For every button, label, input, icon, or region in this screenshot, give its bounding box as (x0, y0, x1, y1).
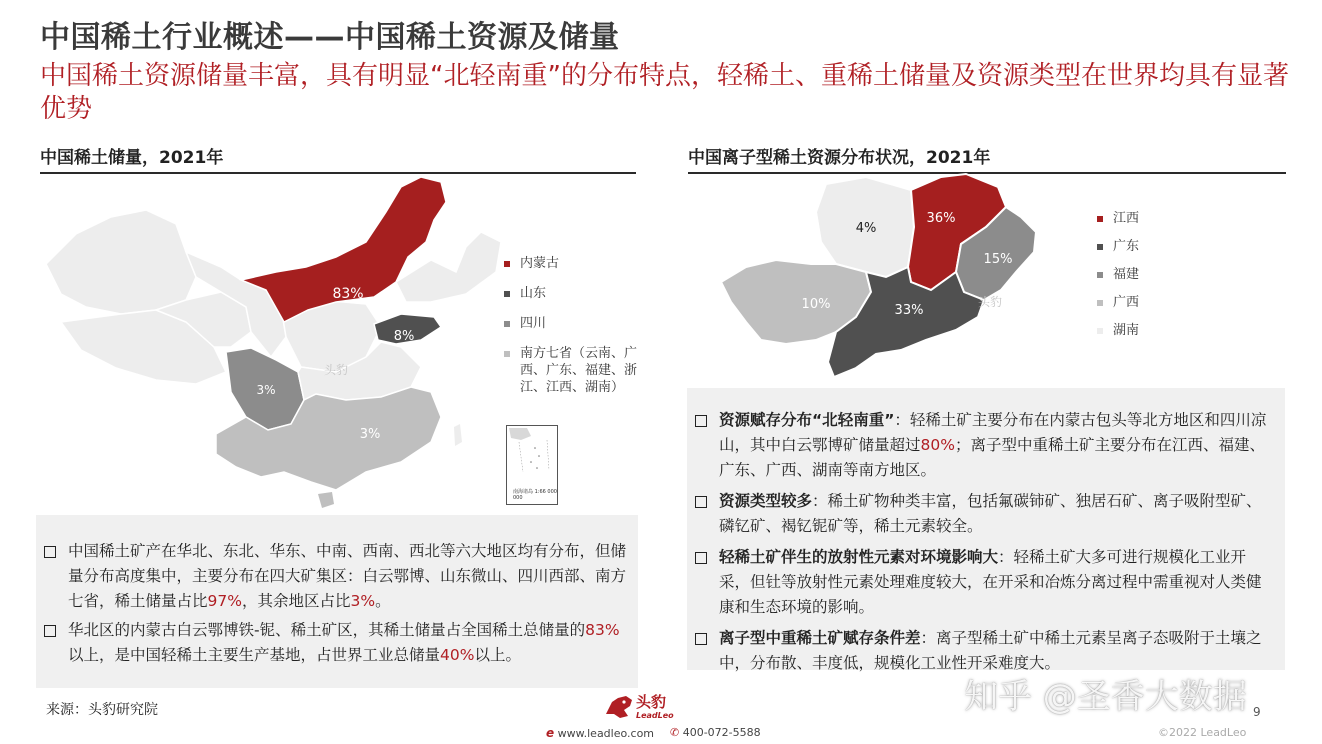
right-bullet-1 (695, 408, 1275, 483)
text-segment: 以上，是中国轻稀土主要生产基地，占世界工业总储量 (68, 646, 441, 664)
legend-label: 广西 (1113, 295, 1140, 310)
bullet-text (719, 489, 1275, 539)
legend-swatch (504, 291, 510, 297)
map-region-xinjiang (46, 210, 196, 314)
page-title: 中国稀土行业概述——中国稀土资源及储量 (40, 20, 620, 55)
legend-label: 福建 (1113, 267, 1140, 282)
text-segment: ：离子型稀土矿中稀土元素呈离子态吸附于土壤之中，分布散、丰度低，规模化工业性开采难度大。 (719, 629, 1262, 672)
text-segment: ，其余地区占比 (241, 592, 351, 610)
checkbox-bullet-icon (695, 415, 711, 426)
highlight-value: 40% (440, 646, 475, 664)
legend-item-hunan (1097, 322, 1197, 339)
footer-phone (670, 726, 761, 739)
bullet-text (68, 539, 628, 614)
label-inner-mongolia-pct: 83% (332, 286, 364, 302)
right-bullet-2 (695, 489, 1275, 539)
legend-item-sichuan (504, 315, 639, 332)
checkbox-bullet-icon (44, 546, 60, 557)
ion-adsorption-rare-earth-map (716, 172, 1056, 382)
phone-number: 400-072-5588 (682, 726, 761, 739)
legend-label: 湖南 (1113, 323, 1140, 338)
legend-label: 四川 (520, 316, 547, 331)
label-jiangxi-pct: 36% (926, 211, 956, 226)
phone-icon: ✆ (670, 726, 680, 739)
bullet-text (719, 545, 1275, 620)
legend-item-shandong (504, 285, 639, 302)
left-bullet-1 (44, 539, 628, 614)
bullet-heading: 资源类型较多 (719, 492, 813, 510)
text-segment: ：稀土矿物种类丰富，包括氟碳铈矿、独居石矿、离子吸附型矿、磷钇矿、褐钇铌矿等，稀土元素较全。 (719, 492, 1262, 535)
footer-website[interactable] (546, 726, 654, 740)
checkbox-bullet-icon (44, 625, 60, 636)
legend-swatch (1097, 272, 1103, 278)
bullet-heading: 资源赋存分布“北轻南重” (719, 411, 895, 429)
map-watermark-left: 头豹 (323, 363, 349, 377)
left-map-legend (504, 255, 639, 409)
map-region-hainan (318, 492, 334, 508)
logo-wordmark: 头豹 (636, 693, 667, 711)
label-south-pct: 3% (359, 427, 381, 442)
bullet-heading: 轻稀土矿伴生的放射性元素对环境影响大 (719, 548, 999, 566)
legend-item-fujian (1097, 266, 1197, 283)
legend-label: 南方七省（云南、广西、广东、福建、浙江、江西、湖南） (520, 346, 638, 395)
highlight-value: 80% (920, 436, 955, 454)
right-text-box (687, 388, 1285, 670)
source-note: 来源：头豹研究院 (46, 702, 158, 718)
legend-swatch (1097, 300, 1103, 306)
legend-label: 山东 (520, 286, 547, 301)
text-segment: ：轻稀土矿大多可进行规模化工业开采，但钍等放射性元素处理难度较大，在开采和冶炼分离过程中需重视对人类健康和生态环境的影响。 (719, 548, 1262, 616)
legend-swatch (504, 351, 510, 357)
legend-item-guangxi (1097, 294, 1197, 311)
text-segment: ：轻稀土矿主要分布在内蒙古包头等北方地区和四川凉山，其中白云鄂博矿储量超过 (719, 411, 1267, 454)
left-bullet-2 (44, 618, 628, 668)
right-map-legend (1097, 210, 1197, 350)
china-rare-earth-reserves-map (36, 172, 516, 512)
bullet-heading: 离子型中重稀土矿赋存条件差 (719, 629, 921, 647)
legend-swatch (504, 321, 510, 327)
left-section-heading: 中国稀土储量，2021年 (40, 143, 636, 174)
right-section-heading: 中国离子型稀土资源分布状况，2021年 (688, 143, 1286, 174)
website-link[interactable]: www.leadleo.com (557, 727, 655, 740)
legend-label: 广东 (1113, 239, 1140, 254)
page-subtitle: 中国稀土资源储量丰富，具有明显“北轻南重”的分布特点，轻稀土、重稀土储量及资源类型在世界均具有显著优势 (40, 61, 1289, 124)
legend-label: 内蒙古 (520, 256, 560, 271)
right-bullet-3 (695, 545, 1275, 620)
label-shandong-pct: 8% (393, 329, 415, 344)
highlight-value: 83% (585, 621, 620, 639)
text-segment: 。 (375, 592, 391, 610)
south-china-sea-inset (506, 425, 558, 505)
map-region-taiwan (454, 424, 462, 446)
left-text-box (36, 515, 638, 688)
text-segment: 华北区的内蒙古白云鄂博铁-铌、稀土矿区，其稀土储量占全国稀土总储量的 (68, 621, 586, 639)
text-segment: 中国稀土矿产在华北、东北、华东、中南、西南、西北等六大地区均有分布，但储量分布高度集中，主要分布在四大矿集区：白云鄂博、山东微山、四川西部、南方七省，稀土储量占比 (68, 542, 627, 610)
label-fujian-pct: 15% (983, 252, 1013, 267)
highlight-value: 3% (350, 592, 376, 610)
bullet-text (719, 408, 1275, 483)
label-guangdong-pct: 33% (894, 303, 924, 318)
legend-item-guangdong (1097, 238, 1197, 255)
legend-item-jiangxi (1097, 210, 1197, 227)
legend-item-south-provinces (504, 345, 639, 396)
legend-swatch (1097, 244, 1103, 250)
zhihu-watermark: 知乎 @圣香大数据 (964, 677, 1247, 717)
legend-swatch (1097, 328, 1103, 334)
map-watermark-right: 头豹 (977, 295, 1003, 309)
legend-label: 江西 (1113, 211, 1140, 226)
inset-caption: 南海诸岛 1:66 000 000 (513, 489, 557, 501)
text-segment: ；离子型中重稀土矿主要分布在江西、福建、广东、广西、湖南等南方地区。 (719, 436, 1265, 479)
checkbox-bullet-icon (695, 496, 711, 507)
label-guangxi-pct: 10% (801, 297, 831, 312)
label-hunan-pct: 4% (855, 221, 877, 236)
legend-swatch (1097, 216, 1103, 222)
label-sichuan-pct: 3% (256, 383, 276, 397)
highlight-value: 97% (207, 592, 242, 610)
checkbox-bullet-icon (695, 633, 711, 644)
legend-item-inner-mongolia (504, 255, 639, 272)
copyright: ©2022 LeadLeo (1158, 726, 1247, 739)
legend-swatch (504, 261, 510, 267)
text-segment: 以上。 (474, 646, 521, 664)
page-number: 9 (1253, 705, 1261, 719)
checkbox-bullet-icon (695, 552, 711, 563)
web-icon: e (546, 726, 555, 740)
bullet-text (68, 618, 628, 668)
logo-subtext: LeadLeo (636, 711, 674, 720)
inset-map-graphic (507, 426, 557, 476)
